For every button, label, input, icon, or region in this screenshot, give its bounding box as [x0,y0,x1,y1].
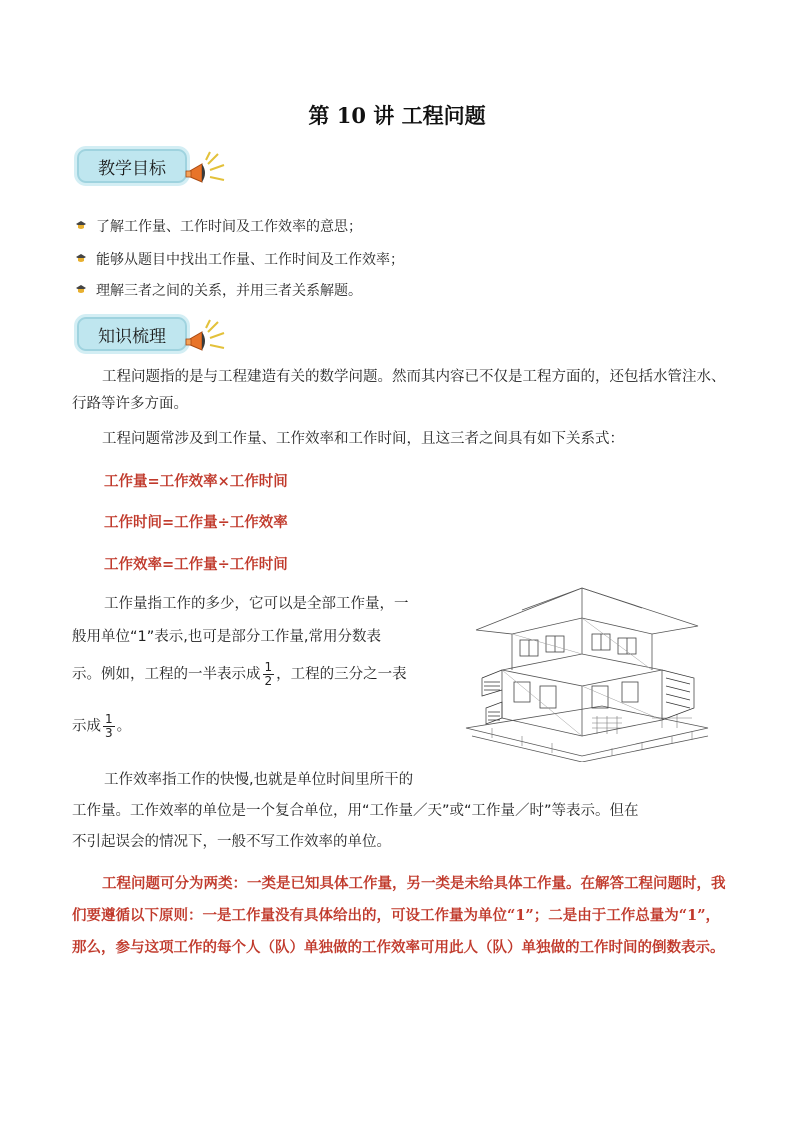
p3-line-2: 般用单位“1”表示,也可是部分工作量,常用分数表 [72,629,381,645]
section-tab-goals: 教学目标 [74,146,190,186]
graduation-cap-bullet-icon [75,219,87,231]
goal-item-3: 理解三者之间的关系，并用三者关系解题。 [96,283,362,299]
p3-line-3 [72,661,407,689]
formula-work-time: 工作时间=工作量÷工作效率 [104,514,288,531]
fraction-numerator: 1 [105,712,113,726]
p3-line-1: 工作量指工作的多少，它可以是全部工作量，一 [104,596,409,612]
megaphone-icon [184,318,228,358]
house-blueprint-illustration [462,578,712,762]
fraction-denominator: 2 [264,674,273,688]
formula-work-amount: 工作量=工作效率×工作时间 [104,473,288,490]
p3-line-4a: 示成 [72,718,101,735]
page-title: 第 10 讲 工程问题 [308,103,486,128]
section-tab-knowledge: 知识梳理 [74,314,190,354]
p4-line-1: 工作效率指工作的快慢,也就是单位时间里所干的 [104,772,414,788]
megaphone-icon [184,150,228,190]
goal-item-2: 能够从题目中找出工作量、工作时间及工作效率； [96,252,404,268]
p3-line-4 [72,713,131,741]
fraction-one-third [103,713,115,740]
fraction-denominator: 3 [105,726,113,740]
p3-line-3a: 示。例如，工程的一半表示成 [72,666,261,683]
fraction-one-half [263,661,275,688]
formula-work-efficiency: 工作效率=工作量÷工作时间 [104,556,288,573]
fraction-numerator: 1 [264,660,273,674]
p4-line-2: 工作量。工作效率的单位是一个复合单位，用“工作量／天”或“工作量／时”等表示。但在 [72,803,639,819]
paragraph-principles: 工程问题可分为两类：一类是已知具体工作量，另一类是未给具体工作量。在解答工程问题时，我们要遵循以下原则：一是工作量没有具体给出的，可设工作量为单位“1”；二是由于工作总量为“1”，那么，参与这项工作的每个人（队）单独做的工作效率可用此人（队）单独做的工作时间的倒数表示。 [72,875,726,956]
p4-line-3: 不引起误会的情况下，一般不写工作效率的单位。 [72,834,391,850]
graduation-cap-bullet-icon [75,283,87,295]
p3-line-4b: 。 [116,718,132,735]
p3-line-3b: ，工程的三分之一表 [276,666,407,683]
goal-item-1: 了解工作量、工作时间及工作效率的意思； [96,219,362,235]
paragraph-intro: 工程问题指的是与工程建造有关的数学问题。然而其内容已不仅是工程方面的，还包括水管注水、行路等许多方面。 [72,369,726,412]
graduation-cap-bullet-icon [75,252,87,264]
paragraph-relations: 工程问题常涉及到工作量、工作效率和工作时间，且这三者之间具有如下关系式： [102,431,624,447]
